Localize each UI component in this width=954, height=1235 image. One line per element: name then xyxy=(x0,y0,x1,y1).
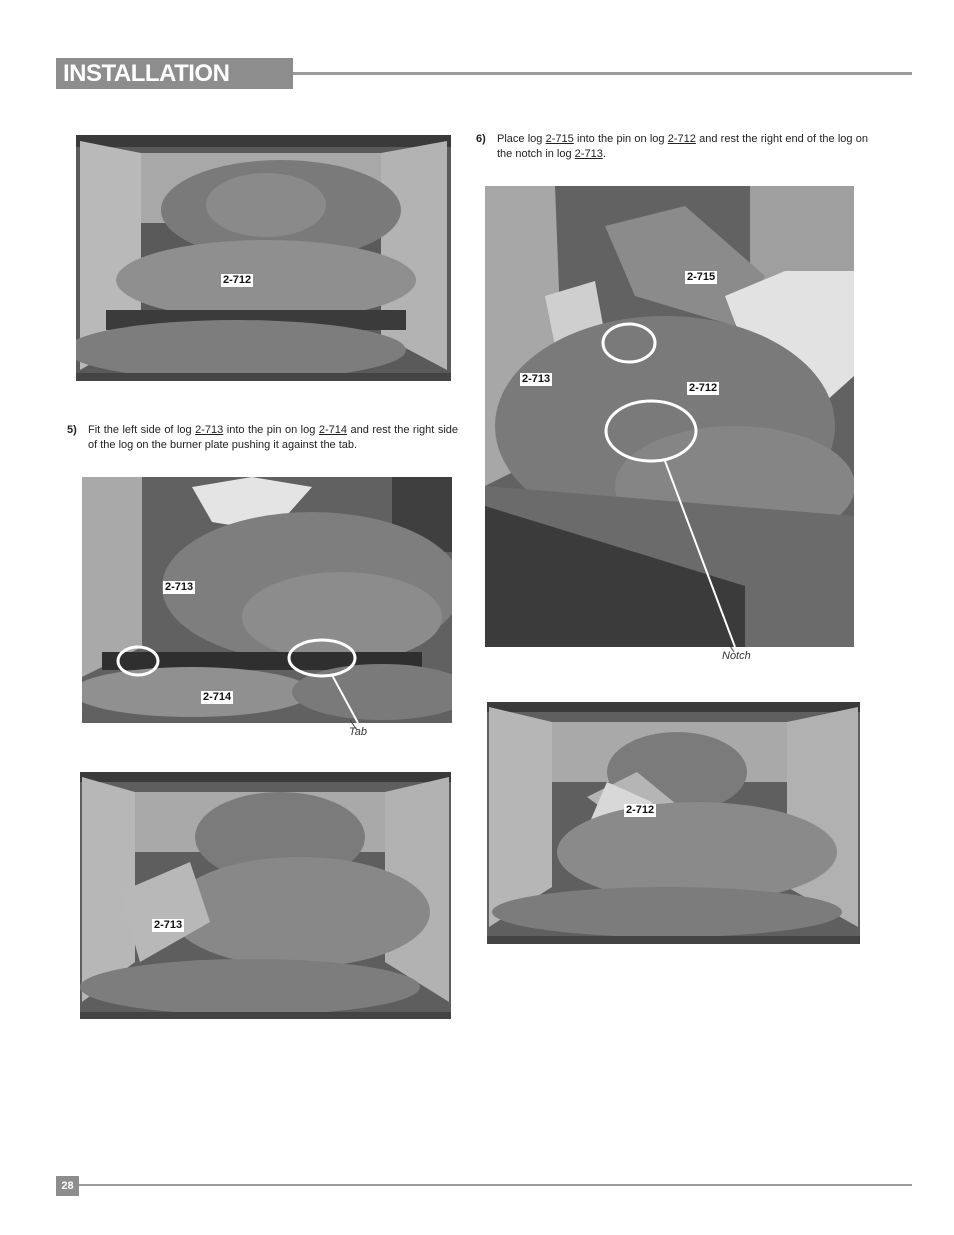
step-6 xyxy=(476,132,868,162)
step-5-text-part: into the pin on log xyxy=(223,424,319,436)
photo4-label-2-713: 2-713 xyxy=(522,373,551,385)
step-6-text-part: into the pin on log xyxy=(573,133,668,145)
caption-tab: Tab xyxy=(349,726,367,738)
part-link-2-713[interactable]: 2-713 xyxy=(195,424,224,436)
step-5-number: 5) xyxy=(67,424,77,436)
part-link-2-714[interactable]: 2-714 xyxy=(318,424,347,436)
photo-log-2-712-placed xyxy=(76,135,451,381)
step-6-number: 6) xyxy=(476,133,486,145)
photo1-label-2-712: 2-712 xyxy=(223,274,252,286)
step-5-text-part: Fit the left side of log xyxy=(88,424,196,436)
step-6-text xyxy=(476,132,868,162)
caption-notch: Notch xyxy=(722,650,751,662)
step-6-text-part: and rest the right end of the log on the notch in log xyxy=(497,133,868,160)
photo-step6-result xyxy=(487,702,860,944)
photo-step6-log-2-715 xyxy=(485,186,854,647)
photo-step5-log-2-713 xyxy=(82,477,452,723)
step-5-text xyxy=(67,423,458,453)
photo2-label-2-713: 2-713 xyxy=(165,581,194,593)
step-5 xyxy=(67,423,458,453)
part-link-2-712[interactable]: 2-712 xyxy=(667,133,696,145)
photo5-label-2-712: 2-712 xyxy=(626,804,655,816)
footer-rule xyxy=(79,1184,912,1186)
step-6-text-part: Place log xyxy=(497,133,546,145)
step-6-text-part: . xyxy=(602,148,606,160)
page-title: INSTALLATION xyxy=(63,60,230,87)
photo-step5-result xyxy=(80,772,451,1019)
part-link-2-715[interactable]: 2-715 xyxy=(545,133,574,145)
page-number: 28 xyxy=(61,1180,74,1192)
photo4-label-2-715: 2-715 xyxy=(687,271,716,283)
photo4-label-2-712: 2-712 xyxy=(689,382,718,394)
header-rule xyxy=(293,72,912,75)
part-link-2-713[interactable]: 2-713 xyxy=(574,148,603,160)
photo2-label-2-714: 2-714 xyxy=(203,691,232,703)
step-5-text-part: and rest the right side of the log on the burner plate pushing it against the tab. xyxy=(88,424,458,451)
photo3-label-2-713: 2-713 xyxy=(154,919,183,931)
